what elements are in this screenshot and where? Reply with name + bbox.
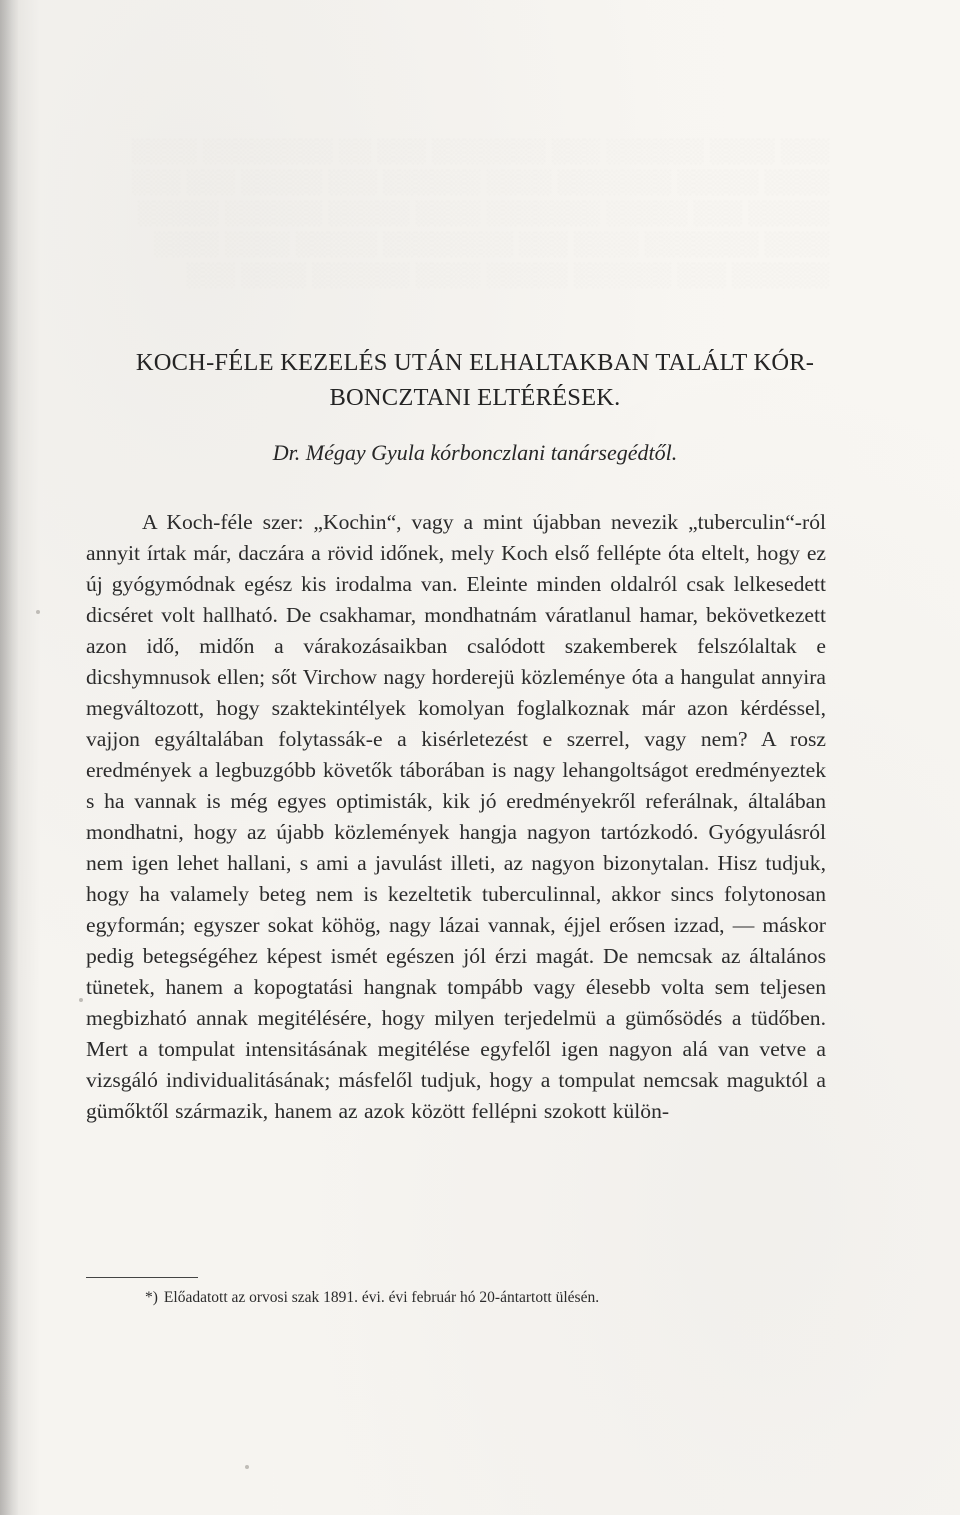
- article-title-line-1: KOCH-FÉLE KEZELÉS UTÁN ELHALTAKBAN TALÁLT KÓR-: [135, 349, 815, 376]
- scan-speck: [79, 998, 83, 1002]
- article-title-line-2: BONCZTANI ELTÉRÉSEK.: [329, 384, 621, 411]
- article-author: Dr. Mégay Gyula kórbonczlani tanársegédtől.: [272, 440, 678, 465]
- page-edge-shadow: [0, 0, 18, 1515]
- article-body: [86, 507, 826, 1127]
- footnote-divider: [86, 1277, 198, 1278]
- body-paragraph: A Koch-féle szer: „Kochin“, vagy a mint újabban nevezik „tuberculin“-ról annyit írtak már, daczára a rövid időnek, mely Koch első fellépte óta eltelt, hogy ez új gyógymódnak egész kis irodalma van. Eleinte minden oldalról csak lelkesedett dicséret volt hallható. De csakhamar, mondhatnám váratlanul hamar, bekövetkezett azon idő, midőn a várakozásaikban csalódott szakemberek felszólaltak e dicshymnusok ellen; sőt Virchow nagy horderejü közleménye óta a hangulat annyira megváltozott, hogy szaktekintélyek komolyan foglalkoznak már azon kérdéssel, vajjon egyáltalában folytassák-e a kisérletezést e szerrel, vagy nem? A rosz eredmények a legbuzgóbb követők táborában is nagy lehangoltságot eredményeztek s ha vannak is még egyes optimisták, kik jó eredményekről referálnak, általában mondhatni, hogy az újabb közlemények hangja nagyon tartózkodó. Gyógyulásról nem igen lehet hallani, s ami a javulást illeti, az nagyon bizonytalan. Hisz tudjuk, hogy ha valamely beteg nem is kezeltetik tuberculinnal, akkor sincs folytonosan egyformán; egyszer sokat köhög, nagy lázai vannak, éjjel erősen izzad, — máskor pedig betegségéhez képest ismét egészen jól érzi magát. De nemcsak az általános tünetek, hanem a kopogtatási hangnak tompább vagy élesebb volta sem teljesen megbizható annak megitélésére, hogy milyen terjedelmü a gümősödés a tüdőben. Mert a tompulat intensitásának megitélése egyfelől igen nagyon alá van vetve a vizsgáló individualitásának; másfelől tudjuk, hogy a tompulat nemcsak maguktól a gümőktől származik, hanem az azok között fellépni szokott külön-: [86, 510, 826, 1123]
- footnote-text: Előadatott az orvosi szak 1891. évi. évi február hó 20-ántartott ülésén.: [163, 1289, 600, 1306]
- scan-speck: [245, 1465, 249, 1469]
- scan-speck: [36, 610, 40, 614]
- bleed-through-texture: ░░░ ░░░░ ░░░░░░ ░░░ ░░░░░░░ ░░░ ░░ ░░░░░░░░ ░░░░ ░░░░ ░░░░░ ░░░░░░░ ░░░░ ░░░░░░ ░░░ ░░░░░ ░░░ ░░░ ░░░░░ ░░░ ░░░░░ ░░░░░░░ ░░░░ ░░░░░ ░░░░░░ ░░░░░ ░░░░ ░░░░░░░ ░░░░ ░░░ ░░░░░░░░ ░░░░░ ░░░░ ░░░░ ░░░░░░ ░░░ ░░░░░░ ░░░░░ ░░░░ ░░░░░░ ░░░░ ░░░: [132, 138, 830, 287]
- footnote: [145, 1288, 835, 1308]
- article-title: [110, 345, 840, 415]
- footnote-mark: *): [145, 1289, 158, 1306]
